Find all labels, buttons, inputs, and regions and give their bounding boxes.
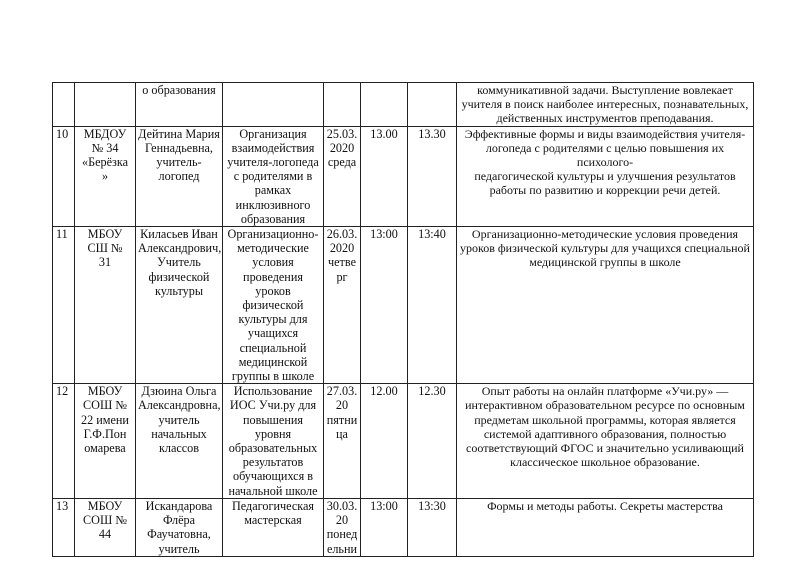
start-time-cell: 13.00 — [361, 126, 408, 226]
organization-cell: МБОУ СШ № 31 — [75, 227, 136, 384]
date-cell: 27.03. 20 пятни ца — [324, 384, 361, 499]
description-cell: Организационно-методические условия проведения уроков физической культуры для учащихся специальной медицинской группы в школе — [457, 227, 754, 384]
end-time-cell: 13.30 — [408, 126, 457, 226]
row-number-cell: 11 — [53, 227, 75, 384]
organization-cell: МБОУ СОШ № 44 — [75, 498, 136, 556]
start-time-cell: 13:00 — [361, 227, 408, 384]
table-row — [53, 227, 754, 384]
description-cell: Опыт работы на онлайн платформе «Учи.ру» — интерактивном образовательном ресурсе по основным предметам школьной программы, которая является системой адаптивного образования, полностью соответствующий ФГОС и значительно усиливающий классическое школьное образование. — [457, 384, 754, 499]
table-row — [53, 126, 754, 226]
schedule-table — [52, 82, 754, 557]
date-cell: 30.03. 20 понед ельни — [324, 498, 361, 556]
topic-cell: Использование ИОС Учи.ру для повышения уровня образовательных результатов обучающихся в начальной школе — [223, 384, 324, 499]
teacher-name-cell: о образования — [136, 83, 223, 127]
teacher-name-cell: Искандарова Флёра Фаучатовна, учитель — [136, 498, 223, 556]
table-row — [53, 384, 754, 499]
date-cell: 26.03. 2020 четве рг — [324, 227, 361, 384]
organization-cell: МБДОУ № 34 «Берёзка » — [75, 126, 136, 226]
topic-cell: Педагогическая мастерская — [223, 498, 324, 556]
start-time-cell — [361, 83, 408, 127]
topic-cell: Организация взаимодействия учителя-логопеда с родителями в рамках инклюзивного образования — [223, 126, 324, 226]
end-time-cell — [408, 83, 457, 127]
end-time-cell: 13:30 — [408, 498, 457, 556]
row-number-cell: 13 — [53, 498, 75, 556]
topic-cell: Организационно- методические условия проведения уроков физической культуры для учащихся специальной медицинской группы в школе — [223, 227, 324, 384]
description-cell: коммуникативной задачи. Выступление вовлекает учителя в поиск наиболее интересных, познавательных, действенных инструментов преподавания. — [457, 83, 754, 127]
start-time-cell: 12.00 — [361, 384, 408, 499]
organization-cell: МБОУ СОШ № 22 имени Г.Ф.Пон омарева — [75, 384, 136, 499]
teacher-name-cell: Дзюина Ольга Александровна, учитель начальных классов — [136, 384, 223, 499]
organization-cell — [75, 83, 136, 127]
date-cell — [324, 83, 361, 127]
teacher-name-cell: Киласьев Иван Александрович, Учитель физической культуры — [136, 227, 223, 384]
row-number-cell: 10 — [53, 126, 75, 226]
description-cell: Эффективные формы и виды взаимодействия учителя- логопеда с родителями с целью повышения их психолого- педагогической культуры и улучшения результатов работы по развитию и коррекции речи детей. — [457, 126, 754, 226]
row-number-cell: 12 — [53, 384, 75, 499]
date-cell: 25.03. 2020 среда — [324, 126, 361, 226]
table-row — [53, 498, 754, 556]
start-time-cell: 13:00 — [361, 498, 408, 556]
table-row — [53, 83, 754, 127]
row-number-cell — [53, 83, 75, 127]
end-time-cell: 13:40 — [408, 227, 457, 384]
topic-cell — [223, 83, 324, 127]
end-time-cell: 12.30 — [408, 384, 457, 499]
teacher-name-cell: Дейтина Мария Геннадьевна, учитель-логопед — [136, 126, 223, 226]
description-cell: Формы и методы работы. Секреты мастерства — [457, 498, 754, 556]
